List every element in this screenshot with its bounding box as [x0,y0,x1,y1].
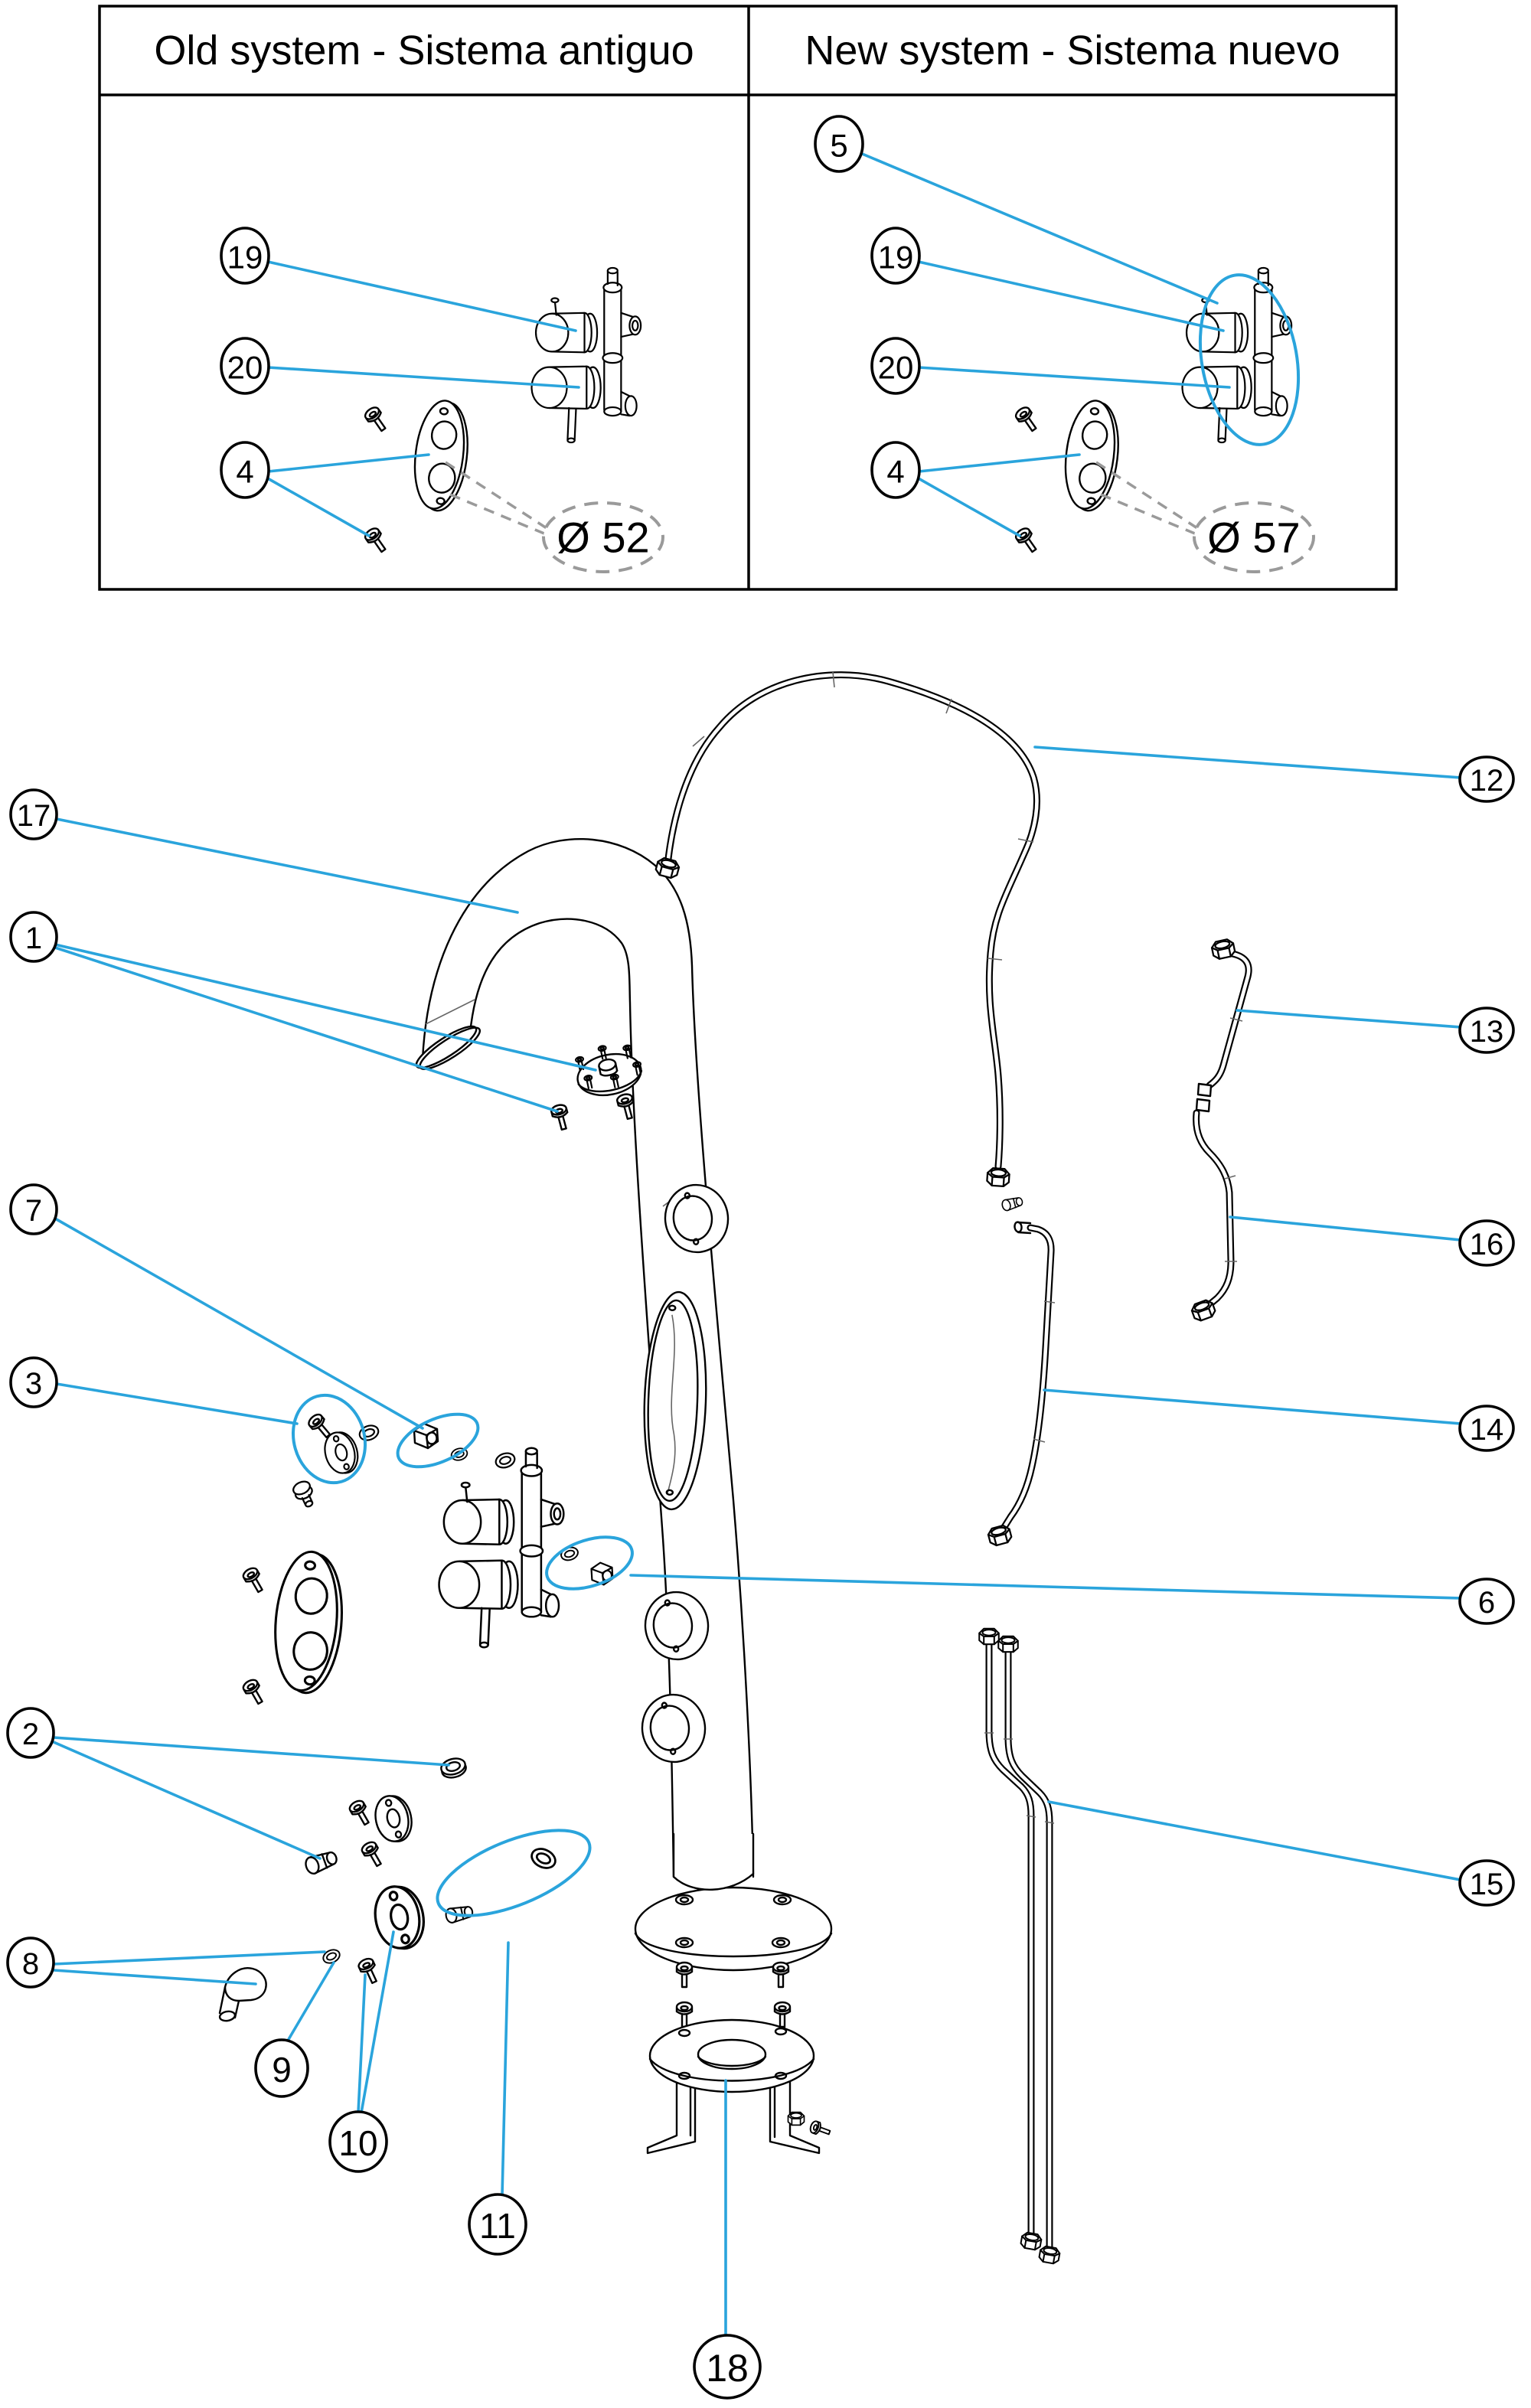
pipe15b-bottom-nut [1039,2246,1061,2265]
leader-8-17 [54,1970,256,1984]
leader-9-18 [288,1963,334,2041]
callout-number-4-old: 4 [236,453,254,490]
pipe15a-bottom-nut [1020,2232,1043,2251]
callout-18 [694,2335,760,2398]
callout-17 [11,790,57,839]
callout-19-new [872,228,919,283]
pipe-13 [1196,938,1249,1111]
callout-12 [1460,757,1513,801]
hose12-stub-fitting [1001,1196,1023,1212]
callout-number-8: 8 [21,1947,40,1981]
callout-number-15: 15 [1469,1868,1504,1901]
callout-20-old [221,338,269,393]
new-system-header: New system - Sistema nuevo [805,28,1340,73]
callout-number-16: 16 [1469,1228,1504,1261]
callout-number-19-new: 19 [877,239,914,276]
highlight-11 [426,1813,601,1933]
head-screw-left [550,1104,572,1131]
callout-number-7: 7 [24,1194,43,1228]
callout-19-old [221,228,269,283]
leader-14-26 [1044,1390,1461,1424]
bracket-screw-right [775,2002,790,2027]
flange-nut-2 [439,1756,468,1780]
old-diameter-label [544,503,663,572]
callout-2 [8,1708,54,1757]
gasket-screw-top [241,1566,266,1595]
old-diameter-text: Ø 52 [557,513,650,562]
pipe-14 [987,1222,1055,1547]
gasket-screw-bottom [241,1678,266,1707]
disc-3 [321,1428,362,1477]
grommet-11 [529,1845,559,1871]
shower-column [412,839,753,1877]
callout-9 [256,2040,308,2096]
callout-number-20-new: 20 [877,349,914,386]
old-system-header: Old system - Sistema antiguo [154,28,694,73]
callout-13 [1460,1008,1513,1052]
callout-15 [1460,1861,1513,1905]
leader-6-27 [631,1575,1461,1598]
callout-number-9: 9 [272,2050,292,2090]
callout-10 [330,2112,387,2171]
pipes-15 [979,1629,1060,2264]
bracket-small-screw [809,2120,832,2139]
ground-bracket-18 [648,2002,831,2153]
fitting-cluster-3 [291,1412,380,1510]
callout-5-new [815,116,863,171]
pipe15a-top-nut [979,1629,999,1644]
callout-11 [469,2194,526,2254]
callout-4-old [221,442,269,498]
leader-17-9 [57,819,517,912]
mini-flange-disc [371,1792,416,1845]
hose12-bottom-nut [987,1168,1010,1187]
screw-10 [357,1956,381,1985]
callout-number-20-old: 20 [227,349,263,386]
leader-12-23 [1035,747,1461,778]
screw-cluster-a [348,1799,373,1828]
callout-14 [1460,1406,1513,1450]
callout-20-new [872,338,919,393]
oring-mid [494,1451,517,1470]
main-valve-assembly [439,1448,564,1647]
leader-11-21 [502,1943,508,2195]
oring-9 [321,1947,341,1966]
leader-2-14 [54,1737,449,1765]
leader-1-10 [55,945,596,1070]
main-gasket-plate [269,1549,347,1695]
leader-15-28 [1049,1802,1461,1880]
callout-number-5-new: 5 [830,127,848,164]
elbow-fitting-8 [219,1968,266,2021]
callout-number-3: 3 [24,1367,43,1401]
pipe-union-upper [1198,1084,1211,1096]
pipe-union-lower [1196,1099,1209,1111]
leader-3-13 [57,1384,297,1424]
callout-8 [8,1938,54,1987]
leader-8-16 [54,1952,325,1964]
pipe14-nut [987,1524,1012,1546]
callout-number-4-new: 4 [886,453,905,490]
callout-number-11: 11 [479,2206,516,2246]
base-screw-left [677,1963,692,1987]
callout-number-6: 6 [1477,1586,1496,1620]
base-flange [635,1834,831,1987]
callout-number-10: 10 [338,2123,378,2163]
leader-13-24 [1237,1010,1461,1027]
nut-cluster-6 [560,1545,613,1584]
bracket-nut [788,2113,805,2126]
new-diameter-text: Ø 57 [1207,513,1301,562]
hose-12 [655,672,1036,1212]
plug-3 [291,1479,318,1509]
callout-4-new [872,442,919,498]
callout-number-14: 14 [1469,1413,1504,1447]
callout-16 [1460,1221,1513,1265]
callout-7 [11,1185,57,1234]
callout-number-2: 2 [21,1718,40,1751]
callout-number-18: 18 [706,2347,749,2390]
pipe15b-top-nut [998,1636,1018,1652]
callout-number-19-old: 19 [227,239,263,276]
wall-flange-10 [371,1882,428,1953]
highlight-6 [540,1528,639,1599]
callout-1 [11,912,57,961]
leader-16-25 [1230,1217,1461,1240]
callout-number-1: 1 [24,922,43,955]
callout-number-17: 17 [16,799,51,833]
base-screw-right [773,1963,788,1987]
callout-number-12: 12 [1469,764,1504,798]
leader-7-12 [55,1219,423,1428]
new-diameter-label [1194,503,1314,572]
leader-2-15 [54,1742,320,1858]
bracket-screw-left [677,2002,692,2027]
screw-cluster-b [360,1840,385,1869]
callout-6 [1460,1579,1513,1623]
callout-number-13: 13 [1469,1015,1504,1049]
callout-3 [11,1358,57,1407]
